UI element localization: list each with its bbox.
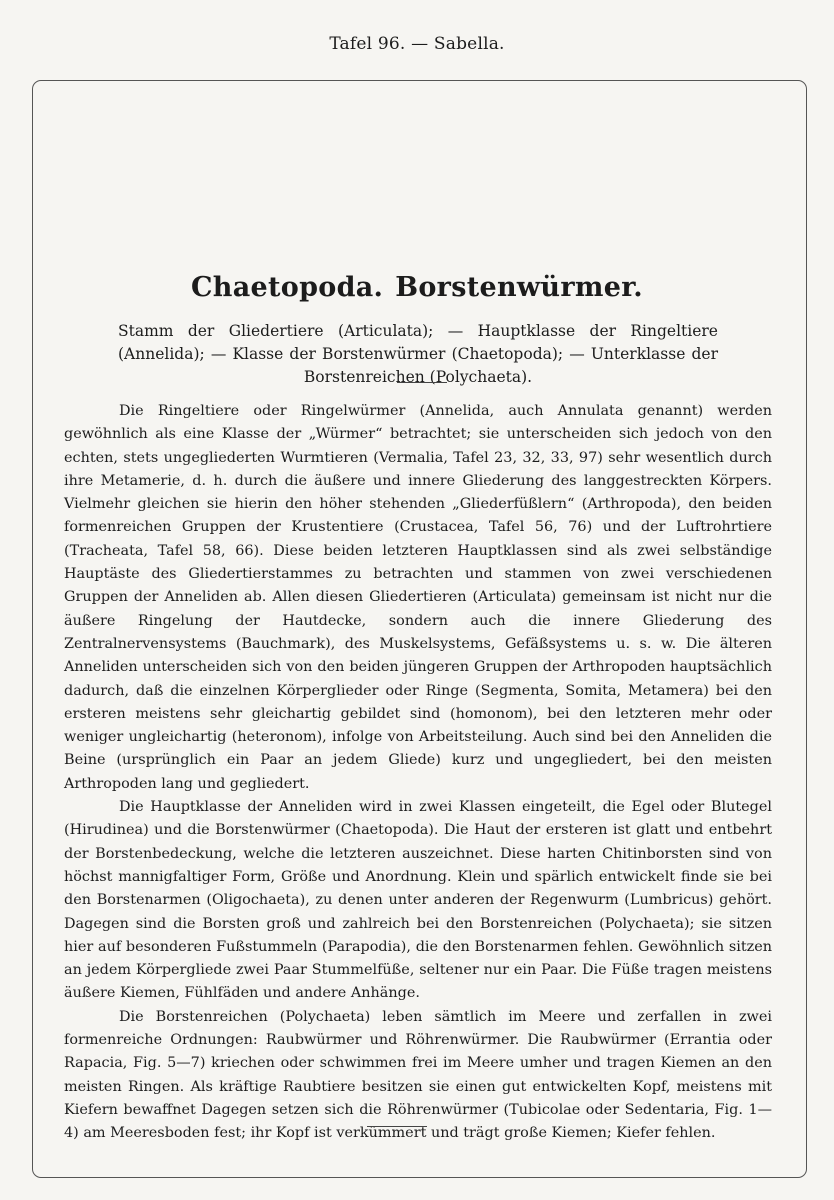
plate-subject: Sabella. [433, 34, 505, 54]
paragraph-1: Die Ringeltiere oder Ringelwürmer (Annelida, auch Annulata genannt) werden gewöhnlich als eine Klasse der „Würmer“ betrachtet; sie unterscheiden sich jedoch von den echten, stets ungegliederten Wurmtieren (Vermalia, Tafel 23, 32, 33, 97) sehr wesentlich durch ihre Metamerie, d. h. durch die äußere und innere Gliederung des langgestreckten Körpers. Vielmehr gleichen sie hierin den höher stehenden „Gliederfüßlern“ (Arthropoda), den beiden formenreichen Gruppen der Krustentiere (Crustacea, Tafel 56, 76) und der Luftrohrtiere (Tracheata, Tafel 58, 66). Diese beiden letzteren Hauptklassen sind als zwei selbständige Hauptäste des Gliedertierstammes zu betrachten und stammen von zwei verschiedenen Gruppen der Anneliden ab. Allen diesen Gliedertieren (Articulata) gemeinsam ist nicht nur die äußere Ringelung der Hautdecke, sondern auch die innere Gliederung des Zentralnervensystems (Bauchmark), des Muskelsystems, Gefäßsystems u. s. w. Die älteren Anneliden unterscheiden sich von den beiden jüngeren Gruppen der Arthropoden hauptsächlich dadurch, daß die einzelnen Körperglieder oder Ringe (Segmenta, Somita, Metamera) bei den ersteren meistens sehr gleichartig gebildet sind (homonom), bei den letzteren mehr oder weniger ungleichartig (heteronom), infolge von Arbeitsteilung. Auch sind bei den Anneliden die Beine (ursprünglich ein Paar an jedem Gliede) kurz und ungegliedert, bei den meisten Arthropoden lang und gegliedert. [64, 403, 772, 792]
body-text [64, 400, 772, 1146]
title-german: Borstenwürmer. [395, 272, 643, 303]
page-title [0, 272, 834, 303]
divider-bottom [367, 1126, 427, 1127]
title-latin: Chaetopoda. [191, 272, 384, 303]
running-head [0, 34, 834, 54]
divider-top [397, 382, 447, 383]
plate-number: Tafel 96. [329, 34, 406, 54]
header-dash: — [411, 34, 429, 54]
classification-line: Stamm der Gliedertiere (Articulata); — Hauptklasse der Ringeltiere (Annelida); — Klasse der Borstenwürmer (Chaetopoda); — Unterklasse der Borstenreichen (Polychaeta). [118, 322, 718, 386]
paragraph-3: Die Borstenreichen (Polychaeta) leben sämtlich im Meere und zerfallen in zwei formenreiche Ordnungen: Raubwürmer und Röhrenwürmer. Die Raubwürmer (Errantia oder Rapacia, Fig. 5—7) kriechen oder schwimmen frei im Meere umher und tragen Kiemen an den meisten Ringen. Als kräftige Raubtiere besitzen sie einen gut entwickelten Kopf, meistens mit Kiefern bewaffnet Dagegen setzen sich die Röhrenwürmer (Tubicolae oder Sedentaria, Fig. 1—4) am Meeresboden fest; ihr Kopf ist verkümmert und trägt große Kiemen; Kiefer fehlen. [64, 1008, 772, 1142]
paragraph-2: Die Hauptklasse der Anneliden wird in zwei Klassen eingeteilt, die Egel oder Blutegel (Hirudinea) und die Borstenwürmer (Chaetopoda). Die Haut der ersteren ist glatt und entbehrt der Borstenbedeckung, welche die letzteren auszeichnet. Diese harten Chitinborsten sind von höchst mannigfaltiger Form, Größe und Anordnung. Klein und spärlich entwickelt finde sie bei den Borstenarmen (Oligochaeta), zu denen unter anderen der Regenwurm (Lumbricus) gehört. Dagegen sind die Borsten groß und zahlreich bei den Borstenreichen (Polychaeta); sie sitzen hier auf besonderen Fußstummeln (Parapodia), die den Borstenarmen fehlen. Gewöhnlich sitzen an jedem Körpergliede zwei Paar Stummelfüße, seltener nur ein Paar. Die Füße tragen meistens äußere Kiemen, Fühlfäden und andere Anhänge. [64, 799, 772, 1002]
